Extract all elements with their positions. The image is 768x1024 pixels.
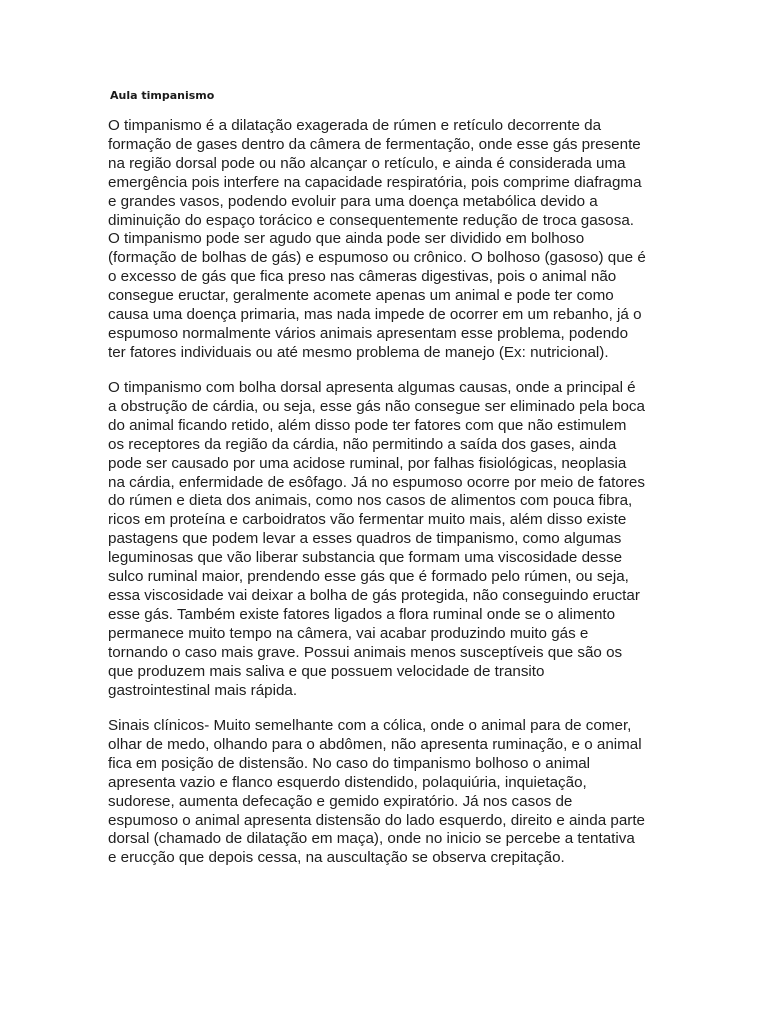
text-line: a obstrução de cárdia, ou seja, esse gás não consegue ser eliminado pela boca — [108, 397, 645, 415]
text-line: permanece muito tempo na câmera, vai acabar produzindo muito gás e — [108, 624, 589, 642]
text-line: O timpanismo é a dilatação exagerada de rúmen e retículo decorrente da — [108, 117, 602, 134]
text-line: ricos em proteína e carboidratos vão fermentar muito mais, além disso existe — [108, 511, 627, 529]
text-line: essa viscosidade vai deixar a bolha de gás protegida, não conseguindo eructar — [108, 586, 640, 604]
text-line: emergência pois interfere na capacidade respiratória, pois comprime diafragma — [108, 173, 642, 191]
text-line: espumoso normalmente vários animais apresentam esse problema, podendo — [108, 324, 629, 342]
text-line: que produzem mais saliva e que possuem velocidade de transito — [108, 662, 545, 680]
text-line: O timpanismo pode ser agudo que ainda pode ser dividido em bolhoso — [108, 230, 585, 248]
text-line: fica em posição de distensão. No caso do timpanismo bolhoso o animal — [108, 754, 591, 772]
text-line: dorsal (chamado de dilatação em maça), onde no inicio se percebe a tentativa — [108, 830, 635, 848]
text-line: olhar de medo, olhando para o abdômen, não apresenta ruminação, e o animal — [108, 735, 642, 753]
text-line: apresenta vazio e flanco esquerdo distendido, polaquiúria, inquietação, — [108, 773, 587, 791]
text-line: e grandes vasos, podendo evoluir para uma doença metabólica devido a — [108, 192, 598, 210]
text-line: gastrointestinal mais rápida. — [108, 681, 298, 699]
text-line: os receptores da região da cárdia, não permitindo a saída dos gases, ainda — [108, 435, 617, 453]
text-line: ter fatores individuais ou até mesmo problema de manejo (Ex: nutricional). — [108, 343, 609, 361]
text-line: do rúmen e dieta dos animais, como nos casos de alimentos com pouca fibra, — [108, 492, 633, 510]
text-line: consegue eructar, geralmente acomete apenas um animal e pode ter como — [108, 287, 614, 305]
text-line: e erucção que depois cessa, na auscultação se observa crepitação. — [108, 849, 565, 867]
text-line: pastagens que podem levar a esses quadros de timpanismo, como algumas — [108, 530, 622, 548]
text-line: leguminosas que vão liberar substancia que formam uma viscosidade desse — [108, 549, 623, 567]
text-line: diminuição do espaço torácico e consequentemente redução de troca gasosa. — [108, 211, 634, 229]
text-line: sulco ruminal maior, prendendo esse gás que é formado pelo rúmen, ou seja, — [108, 568, 629, 586]
paragraph-definition — [108, 117, 668, 363]
text-line: o excesso de gás que fica preso nas câmeras digestivas, pois o animal não — [108, 268, 617, 286]
text-line: (formação de bolhas de gás) e espumoso ou crônico. O bolhoso (gasoso) que é — [108, 249, 646, 267]
paragraph-clinical-signs — [108, 717, 668, 868]
text-line: pode ser causado por uma acidose ruminal, por falhas fisiológicas, neoplasia — [108, 454, 627, 472]
paragraph-causes — [108, 379, 668, 700]
text-line: causa uma doença primaria, mas nada impede de ocorrer em um rebanho, já o — [108, 306, 642, 324]
document-title: Aula timpanismo — [110, 89, 215, 102]
text-line: na cárdia, enfermidade de esôfago. Já no espumoso ocorre por meio de fatores — [108, 473, 645, 491]
text-line: Sinais clínicos- Muito semelhante com a cólica, onde o animal para de comer, — [108, 717, 632, 734]
text-line: espumoso o animal apresenta distensão do lado esquerdo, direito e ainda parte — [108, 811, 645, 829]
text-line: formação de gases dentro da câmera de fermentação, onde esse gás presente — [108, 135, 641, 153]
text-line: tornando o caso mais grave. Possui animais menos susceptíveis que são os — [108, 643, 623, 661]
text-line: na região dorsal pode ou não alcançar o retículo, e ainda é considerada uma — [108, 154, 626, 172]
text-line: esse gás. Também existe fatores ligados a flora ruminal onde se o alimento — [108, 605, 616, 623]
text-line: O timpanismo com bolha dorsal apresenta algumas causas, onde a principal é — [108, 379, 636, 396]
text-line: do animal ficando retido, além disso pode ter fatores com que não estimulem — [108, 416, 627, 434]
text-line: sudorese, aumenta defecação e gemido expiratório. Já nos casos de — [108, 792, 573, 810]
